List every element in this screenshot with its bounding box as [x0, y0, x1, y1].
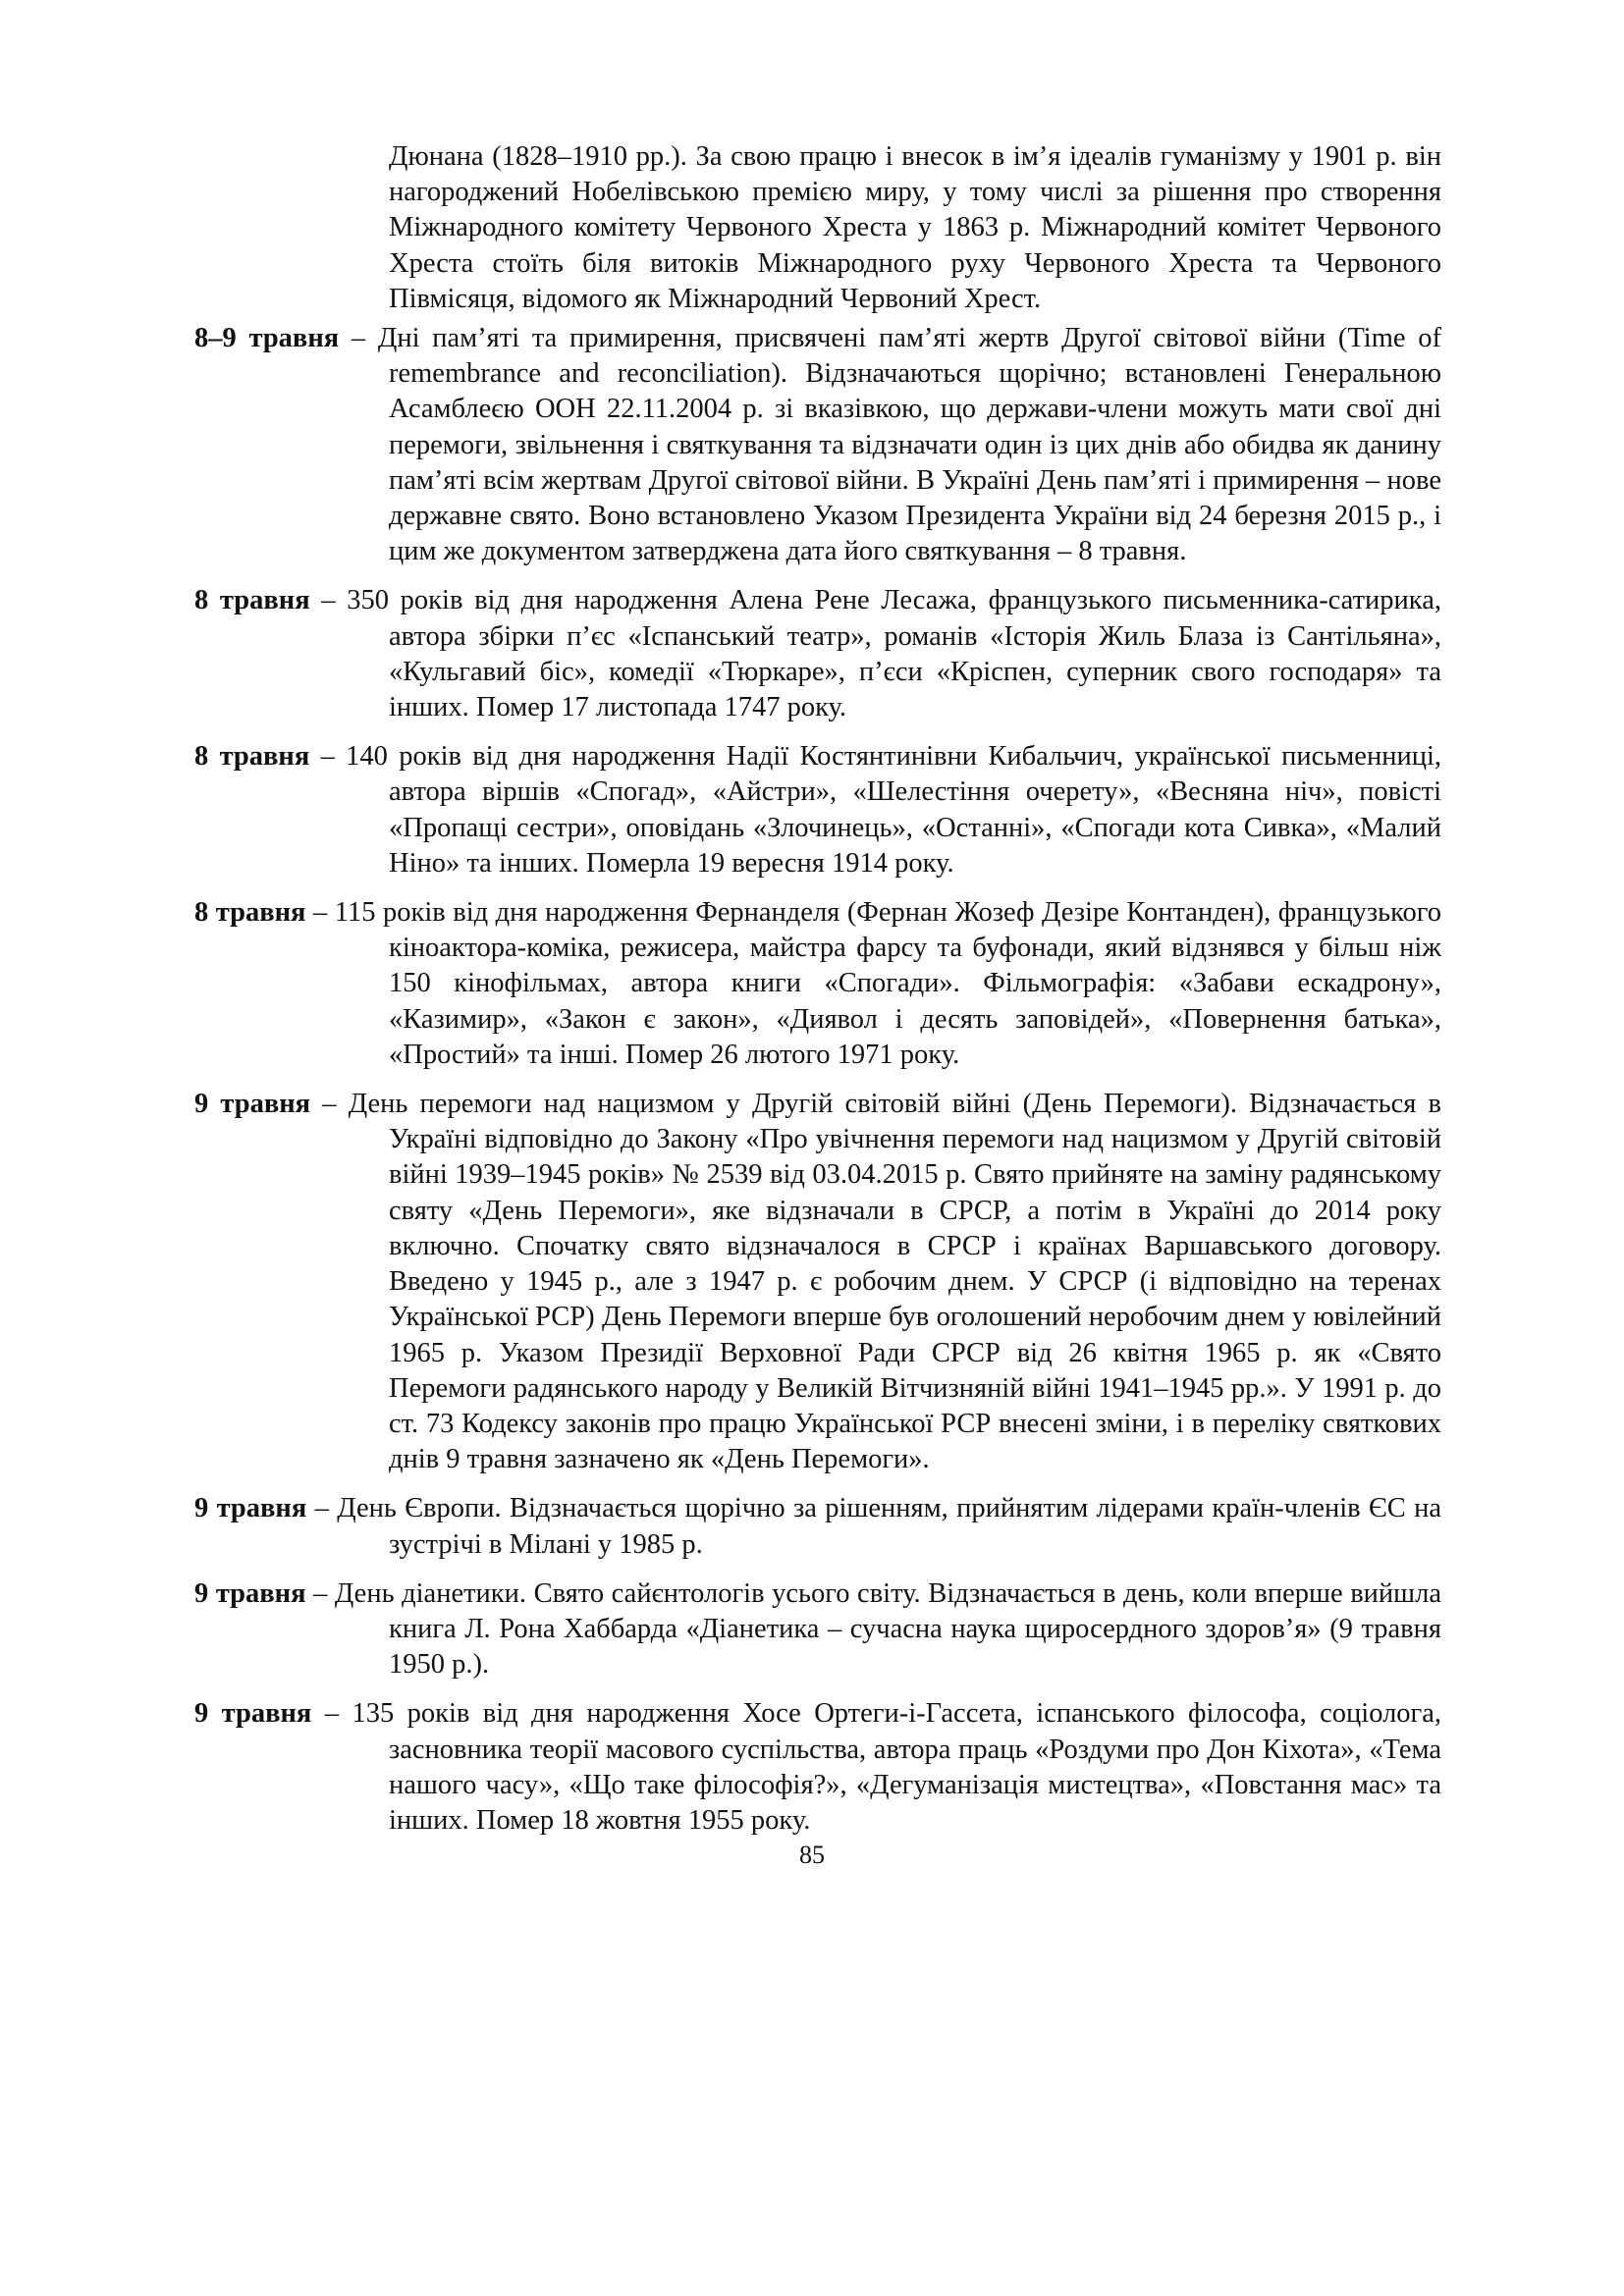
entry-dash: –: [339, 323, 378, 354]
entry-text: День перемоги над нацизмом у Другій світовій війні (День Перемоги). Відзначається в Україні відповідно до Закону «Про увічнення перемоги над нацизмом у Другій світовій війні 1939–1945 років» № 2539 від 03.04.2015 р. Свято прийняте на заміну радянському святу «День Перемоги», яке відзначали в СРСР, а потім в Україні до 2014 року включно. Спочатку свято відзначалося в СРСР і країнах Варшавського договору. Введено у 1945 р., але з 1947 р. є робочим днем. У СРСР (і відповідно на теренах Української РСР) День Перемоги вперше був оголошений неробочим днем у ювілейний 1965 р. Указом Президії Верховної Ради СРСР від 26 квітня 1965 р. як «Свято Перемоги радянського народу у Великій Вітчизняній війні 1941–1945 рр.». У 1991 р. до ст. 73 Кодексу законів про працю Української РСР внесені зміни, і в переліку святкових днів 9 травня зазначено як «День Перемоги».: [348, 1089, 1442, 1475]
calendar-entry: [194, 1491, 1441, 1562]
entry-date: 8 травня: [194, 897, 306, 929]
entry-text: Дні пам’яті та примирення, присвячені пам’яті жертв Другої світової війни (Time of remembrance and reconciliation). Відзначаються щорічно; встановлені Генеральною Асамблеєю ООН 22.11.2004 р. зі вказівкою, що держави-члени можуть мати свої дні перемоги, звільнення і святкування та відзначати один із цих днів або обидва як данину пам’яті всім жертвам Другої світової війни. В Україні День пам’яті і примирення – нове державне свято. Воно встановлено Указом Президента України від 24 березня 2015 р., і цим же документом затверджена дата його святкування – 8 травня.: [377, 323, 1442, 567]
calendar-entry: [194, 1576, 1441, 1683]
calendar-entry: [194, 1087, 1441, 1477]
entry-text: 135 років від дня народження Хосе Ортеги-і-Гассета, іспанського філософа, соціолога, засновника теорії масового суспільства, автора праць «Роздуми про Дон Кіхота», «Тема нашого часу», «Що таке філософія?», «Дегуманізація мистецтва», «Повстання мас» та інших. Помер 18 жовтня 1955 року.: [352, 1698, 1442, 1836]
page-body: [194, 139, 1441, 1839]
entry-text: День Європи. Відзначається щорічно за рішенням, прийнятим лідерами країн-членів ЄС на зустрічі в Мілані у 1985 р.: [337, 1493, 1441, 1560]
entry-date: 8 травня: [194, 585, 310, 616]
entry-dash: –: [305, 1577, 335, 1609]
entry-dash: –: [310, 1089, 349, 1120]
entry-dash: –: [309, 741, 347, 773]
page-number: 85: [799, 1841, 825, 1869]
calendar-entry: [194, 321, 1441, 569]
entry-date: 9 травня: [194, 1493, 307, 1524]
entry-date: 8 травня: [194, 741, 310, 773]
entry-text: День діанетики. Свято сайєнтологів усього світу. Відзначається в день, коли вперше вийшла книга Л. Рона Хаббарда «Діанетика – сучасна наука щиросердного здоров’я» (9 травня 1950 р.).: [334, 1577, 1441, 1681]
entry-dash: –: [311, 1698, 352, 1730]
calendar-entry: [194, 739, 1441, 881]
calendar-entry: [194, 895, 1441, 1073]
entry-date: 9 травня: [194, 1089, 311, 1120]
entry-date: 9 травня: [194, 1577, 306, 1609]
calendar-entry: [194, 583, 1441, 725]
entry-text: 140 років від дня народження Надії Костянтинівни Кибальчич, української письменниці, автора віршів «Спогад», «Айстри», «Шелестіння очерету», «Весняна ніч», повісті «Пропащі сестри», оповідань «Злочинець», «Останні», «Спогади кота Сивка», «Малий Ніно» та інших. Померла 19 вересня 1914 року.: [346, 741, 1442, 879]
entry-text: 115 років від дня народження Фернанделя (Фернан Жозеф Дезіре Контанден), французького кіноактора-коміка, режисера, майстра фарсу та буфонади, який відзнявся у більш ніж 150 кінофільмах, автора книги «Спогади». Фільмографія: «Забави ескадрону», «Казимир», «Закон є закон», «Диявол і десять заповідей», «Повернення батька», «Простий» та інші. Помер 26 лютого 1971 року.: [334, 897, 1441, 1070]
continuation-paragraph: Дюнана (1828–1910 рр.). За свою працю і внесок в ім’я ідеалів гуманізму у 1901 р. він нагороджений Нобелівською премією миру, у тому числі за рішення про створення Міжнародного комітету Червоного Хреста у 1863 р. Міжнародний комітет Червоного Хреста стоїть біля витоків Міжнародного руху Червоного Хреста та Червоного Півмісяця, відомого як Міжнародний Червоний Хрест.: [389, 141, 1441, 314]
entry-date: 9 травня: [194, 1698, 312, 1730]
entry-dash: –: [306, 1493, 338, 1524]
entry-date: 8–9 травня: [194, 323, 340, 354]
entry-dash: –: [309, 585, 348, 616]
calendar-entry: [194, 1696, 1441, 1839]
entry-text: 350 років від дня народження Алена Рене Лесажа, французького письменника-сатирика, автора збірки п’єс «Іспанський театр», романів «Історія Жиль Блаза із Сантільяна», «Кульгавий біс», комедії «Тюркаре», п’єси «Кріспен, суперник свого господаря» та інших. Помер 17 листопада 1747 року.: [347, 585, 1441, 723]
entry-dash: –: [305, 897, 335, 929]
